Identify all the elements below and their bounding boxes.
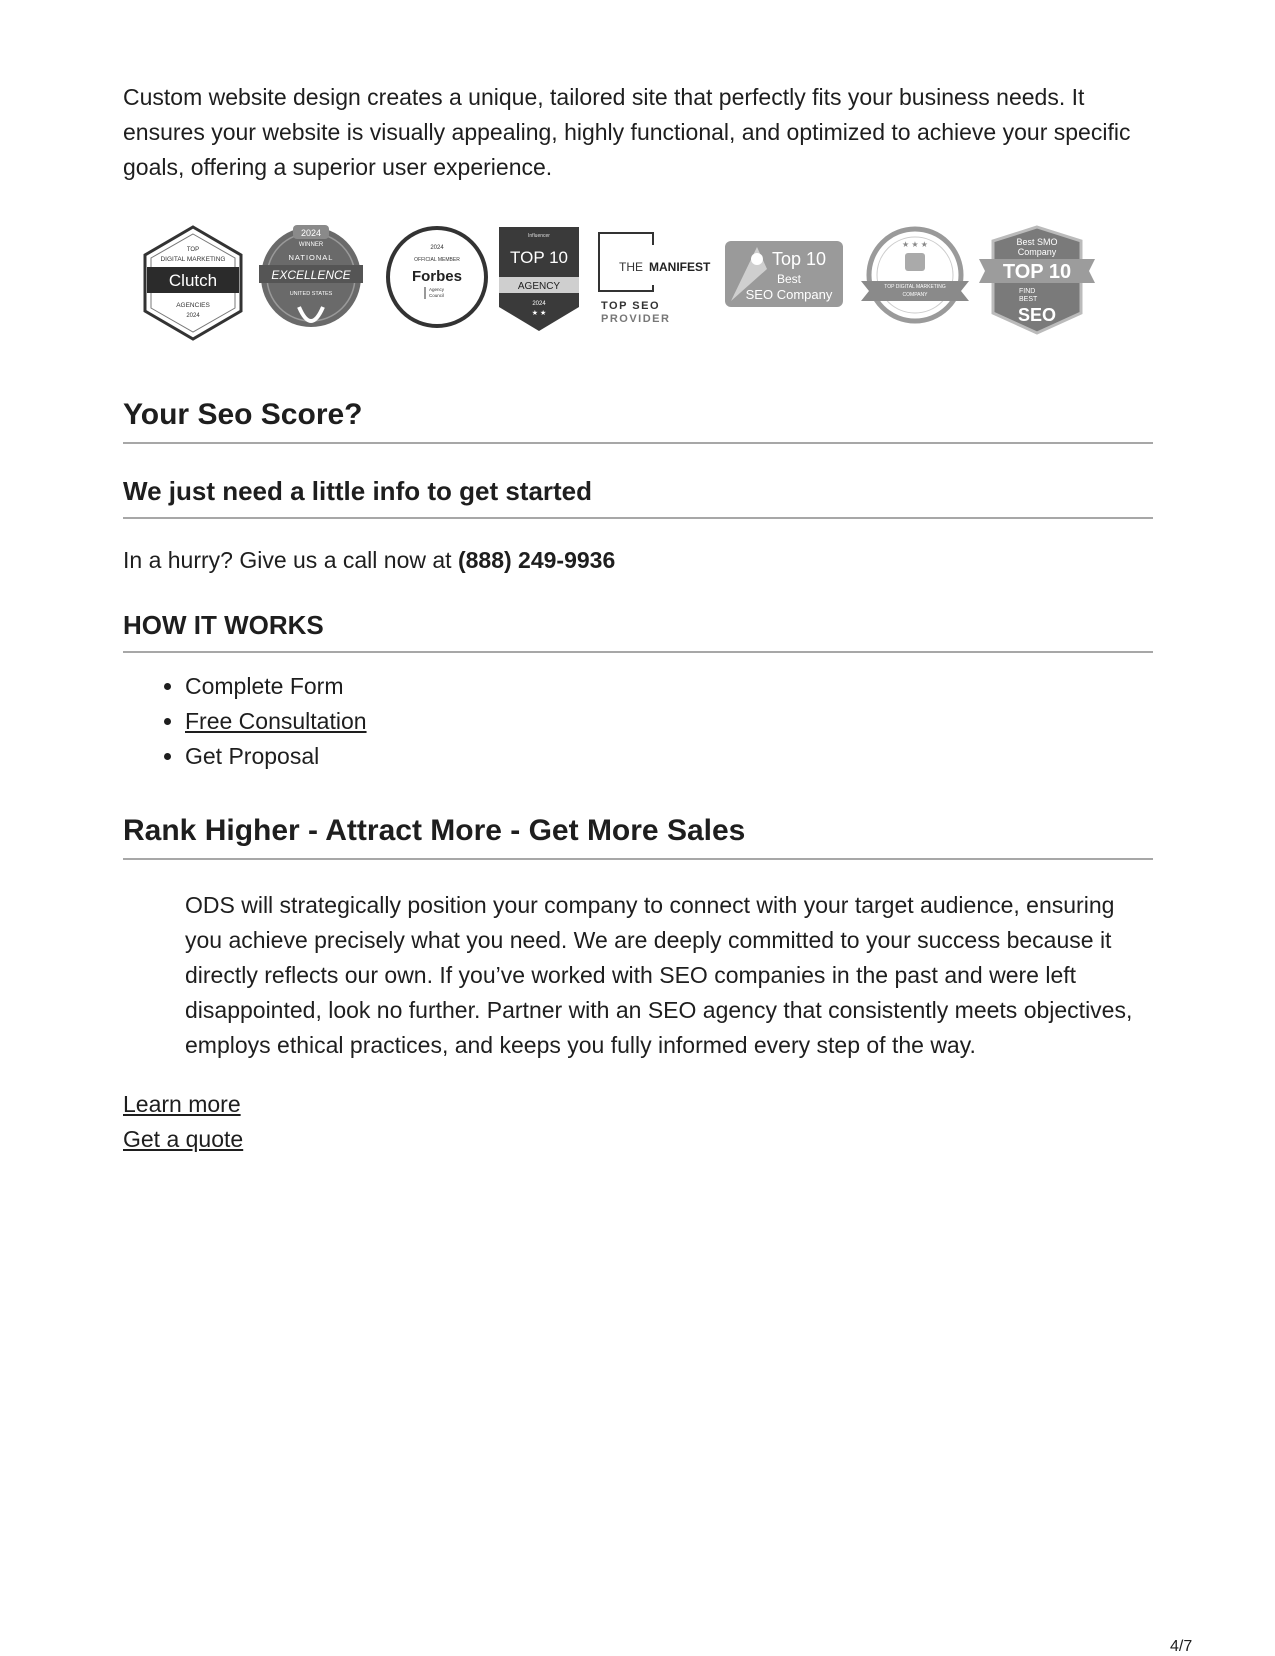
page-content bbox=[123, 80, 1153, 1157]
top-digital-marketing-badge bbox=[861, 225, 969, 325]
top10-seo-line1: Top 10 bbox=[771, 249, 827, 269]
top10-agency-line1: Influencer bbox=[528, 233, 550, 239]
clutch-top: TOP bbox=[186, 247, 200, 253]
call-line bbox=[123, 547, 1153, 574]
page-number: 4/7 bbox=[1170, 1638, 1193, 1655]
excellence-year: 2024 bbox=[300, 228, 322, 238]
smo-line1: Best SMO bbox=[1016, 237, 1058, 247]
call-text: In a hurry? Give us a call now at bbox=[123, 547, 452, 573]
svg-text:★ ★ ★: ★ ★ ★ bbox=[902, 240, 928, 249]
clutch-badge bbox=[141, 225, 245, 341]
forbes-line1: OFFICIAL MEMBER bbox=[414, 257, 460, 263]
manifest-line1: TOP SEO bbox=[601, 300, 661, 312]
step-item: • Get Proposal bbox=[185, 739, 1153, 774]
manifest-brand-a: THE bbox=[619, 260, 643, 274]
smo-line3: TOP 10 bbox=[1002, 261, 1072, 283]
rank-higher-heading: Rank Higher - Attract More - Get More Sales bbox=[123, 814, 1153, 860]
how-it-works-heading: HOW IT WORKS bbox=[123, 610, 1153, 653]
smo-line4: FIND bbox=[1019, 288, 1036, 295]
clutch-brand: Clutch bbox=[168, 271, 218, 290]
digital-marketing-line2: COMPANY bbox=[902, 292, 928, 298]
steps-list bbox=[123, 669, 1153, 774]
step-item: • Complete Form bbox=[185, 669, 1153, 704]
clutch-year: 2024 bbox=[186, 313, 200, 319]
manifest-brand-b: MANIFEST bbox=[649, 260, 711, 274]
top10-seo-line2: Best bbox=[776, 272, 802, 286]
excellence-line3: UNITED STATES bbox=[289, 291, 333, 297]
top10-agency-year: 2024 bbox=[532, 301, 546, 307]
info-heading: We just need a little info to get started bbox=[123, 476, 1153, 519]
best-smo-badge bbox=[979, 225, 1095, 335]
excellence-line2: EXCELLENCE bbox=[271, 268, 351, 282]
svg-text:★ ★: ★ ★ bbox=[531, 310, 547, 317]
manifest-line2: PROVIDER bbox=[601, 313, 671, 325]
top10-agency-line2: TOP 10 bbox=[510, 248, 568, 267]
clutch-line1: DIGITAL MARKETING bbox=[160, 256, 226, 263]
forbes-line3: Council bbox=[429, 293, 445, 298]
forbes-line2: Agency bbox=[429, 287, 445, 292]
forbes-badge bbox=[385, 225, 489, 329]
seo-score-heading: Your Seo Score? bbox=[123, 398, 1153, 444]
top10-agency-line3: AGENCY bbox=[517, 281, 561, 292]
forbes-brand: Forbes bbox=[411, 268, 463, 285]
top10-seo-badge bbox=[723, 229, 847, 313]
rank-body-paragraph: ODS will strategically position your company to connect with your target audience, ensuring you achieve precisely what you need. We are deeply committed to your success because it directly reflects our own. If you’ve worked with SEO companies in the past and were left disappointed, look no further. Partner with an SEO agency that consistently meets objectives, employs ethical practices, and keeps you fully informed every step of the way. bbox=[185, 892, 1133, 1058]
forbes-year: 2024 bbox=[430, 245, 444, 251]
excellence-line1: NATIONAL bbox=[288, 253, 334, 262]
phone-number: (888) 249-9936 bbox=[457, 547, 616, 573]
digital-marketing-line1: TOP DIGITAL MARKETING bbox=[884, 284, 946, 290]
manifest-badge bbox=[597, 225, 721, 325]
top10-seo-line3: SEO Company bbox=[745, 287, 833, 302]
smo-line2: Company bbox=[1017, 247, 1057, 257]
clutch-line2: AGENCIES bbox=[176, 302, 210, 309]
learn-more-link[interactable]: Learn more bbox=[123, 1091, 241, 1117]
excellence-winner: WINNER bbox=[298, 242, 324, 248]
step-item bbox=[185, 704, 1153, 739]
award-badges bbox=[123, 225, 1153, 350]
smo-line5: BEST bbox=[1019, 296, 1038, 303]
free-consultation-link[interactable]: Free Consultation bbox=[185, 708, 367, 734]
national-excellence-badge bbox=[257, 225, 365, 337]
intro-paragraph: Custom website design creates a unique, tailored site that perfectly fits your business needs. It ensures your website is visually appealing, highly functional, and optimized to achieve your specific goals, offering a superior user experience. bbox=[123, 84, 1131, 180]
smo-line6: SEO bbox=[1017, 305, 1057, 325]
cta-links bbox=[123, 1087, 1153, 1157]
get-a-quote-link[interactable]: Get a quote bbox=[123, 1126, 244, 1152]
top10-agency-badge bbox=[497, 225, 581, 333]
